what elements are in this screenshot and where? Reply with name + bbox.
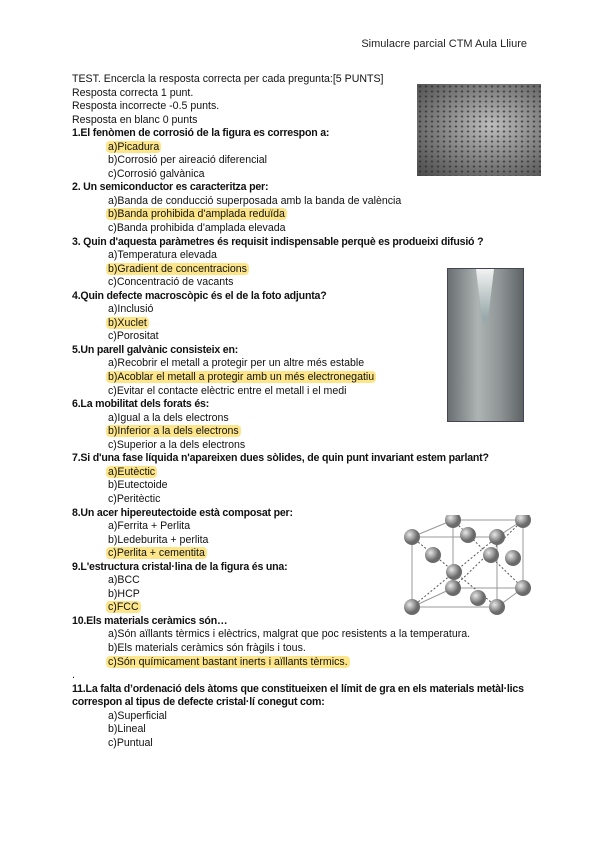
page-header: Simulacre parcial CTM Aula Lliure <box>361 38 527 50</box>
highlighted-answer: c)FCC <box>108 601 139 614</box>
highlighted-answer: a)Eutèctic <box>108 465 156 478</box>
answer-label: a)Ferrita + Perlita <box>108 520 191 533</box>
answer-option[interactable] <box>72 547 542 561</box>
answer-label: b)Eutectoide <box>108 479 168 492</box>
highlighted-answer: c)Perlita + cementita <box>108 547 205 560</box>
highlighted-answer: b)Inferior a la dels electrons <box>108 425 239 438</box>
highlighted-answer: b)Gradient de concentracions <box>108 262 247 275</box>
answer-option[interactable] <box>72 168 542 182</box>
highlighted-answer: b)Xuclet <box>108 316 147 329</box>
answer-label: c)Peritèctic <box>108 492 161 505</box>
answer-option[interactable] <box>72 371 542 385</box>
answer-option[interactable] <box>72 479 542 493</box>
answer-option[interactable] <box>72 574 542 588</box>
answer-label: c)Banda prohibida d'amplada elevada <box>108 222 286 235</box>
answer-option[interactable] <box>72 656 542 670</box>
answer-option[interactable] <box>72 330 542 344</box>
answer-label: b)Corrosió per aireació diferencial <box>108 154 267 167</box>
question-10-text: 10.Els materials ceràmics són… <box>72 614 228 627</box>
answer-option[interactable] <box>72 601 542 615</box>
answer-option[interactable]: c)Puntual <box>108 736 153 749</box>
highlighted-answer: b)Acoblar el metall a protegir amb un més electronegatiu <box>108 371 375 384</box>
answer-label: c)Concentració de vacants <box>108 276 234 289</box>
answer-option[interactable] <box>72 357 542 371</box>
highlighted-answer: a)Picadura <box>108 140 160 153</box>
answer-option[interactable] <box>72 425 542 439</box>
answer-option[interactable] <box>72 534 542 548</box>
answer-option[interactable] <box>72 439 542 453</box>
answer-option[interactable] <box>72 628 542 642</box>
question-1-text: 1.El fenòmen de corrosió de la figura es correspon a: <box>72 127 330 140</box>
question-2-text: 2. Un semiconductor es caracteritza per: <box>72 181 269 194</box>
answer-option[interactable] <box>72 195 542 209</box>
instructions-line: Resposta correcta 1 punt. <box>72 86 194 99</box>
instructions-line: TEST. Encercla la resposta correcta per cada pregunta:[5 PUNTS] <box>72 73 384 85</box>
answer-label: c)Superior a la dels electrons <box>108 438 246 451</box>
question-5-text: 5.Un parell galvànic consisteix en: <box>72 343 239 356</box>
answer-label: c)Corrosió galvànica <box>108 167 205 180</box>
question-7-text: 7.Si d'una fase líquida n'apareixen dues sòlides, de quin punt invariant estem parlant? <box>72 452 489 465</box>
answer-option[interactable] <box>72 249 542 263</box>
answer-option[interactable] <box>72 412 542 426</box>
question-11-text: 11.La falta d’ordenació dels àtoms que constitueixen el límit de gra en els materials metàl·lics correspon al tipus de defecte cristal·lí conegut com: <box>72 682 524 709</box>
answer-option[interactable]: b)Lineal <box>108 723 146 736</box>
instructions-line: Resposta incorrecte -0.5 punts. <box>72 100 220 113</box>
question-8-text: 8.Un acer hipereutectoide està composat per: <box>72 506 293 519</box>
test-content <box>72 73 542 750</box>
question-3-text: 3. Quin d'aquesta paràmetres és requisit indispensable perquè es produeixi difusió ? <box>72 235 484 248</box>
question-9-text: 9.L'estructura cristal·lina de la figura és una: <box>72 560 288 573</box>
answer-option[interactable] <box>72 317 542 331</box>
answer-label: c)Porositat <box>108 330 159 343</box>
answer-option[interactable] <box>72 588 542 602</box>
answer-option[interactable] <box>72 263 542 277</box>
answer-label: c)Evitar el contacte elèctric entre el metall i el medi <box>108 384 347 397</box>
answer-label: a)Temperatura elevada <box>108 249 217 262</box>
answer-option[interactable] <box>72 385 542 399</box>
answer-label: a)Banda de conducció superposada amb la banda de valència <box>108 194 402 207</box>
answer-option[interactable] <box>72 642 542 656</box>
answer-label: b)Ledeburita + perlita <box>108 533 209 546</box>
answer-label: a)Igual a la dels electrons <box>108 411 229 424</box>
answer-option[interactable] <box>72 222 542 236</box>
answer-option[interactable] <box>72 154 542 168</box>
highlighted-answer: b)Banda prohibida d'amplada reduïda <box>108 208 285 221</box>
answer-option[interactable] <box>72 141 542 155</box>
question-6-text: 6.La mobilitat dels forats és: <box>72 398 210 411</box>
answer-label: a)BCC <box>108 574 140 587</box>
answer-label: a)Inclusió <box>108 303 154 316</box>
answer-option[interactable] <box>72 493 542 507</box>
answer-option[interactable] <box>72 520 542 534</box>
answer-label: a)Són aïllants tèrmics i elèctrics, malgrat que poc resistents a la temperatura. <box>108 628 471 641</box>
question-4-text: 4.Quin defecte macroscòpic és el de la foto adjunta? <box>72 289 327 302</box>
answer-option[interactable] <box>72 466 542 480</box>
answer-label: b)HCP <box>108 587 140 600</box>
separator-dot: . <box>72 669 75 682</box>
answer-option[interactable] <box>72 208 542 222</box>
answer-option[interactable] <box>72 276 542 290</box>
answer-label: a)Recobrir el metall a protegir per un altre més estable <box>108 357 365 370</box>
answer-option[interactable] <box>72 303 542 317</box>
answer-label: b)Els materials ceràmics són fràgils i tous. <box>108 641 306 654</box>
highlighted-answer: c)Són químicament bastant inerts i aïllants tèrmics. <box>108 655 348 668</box>
answer-option[interactable]: a)Superficial <box>108 709 167 722</box>
instructions-line: Resposta en blanc 0 punts <box>72 113 198 126</box>
